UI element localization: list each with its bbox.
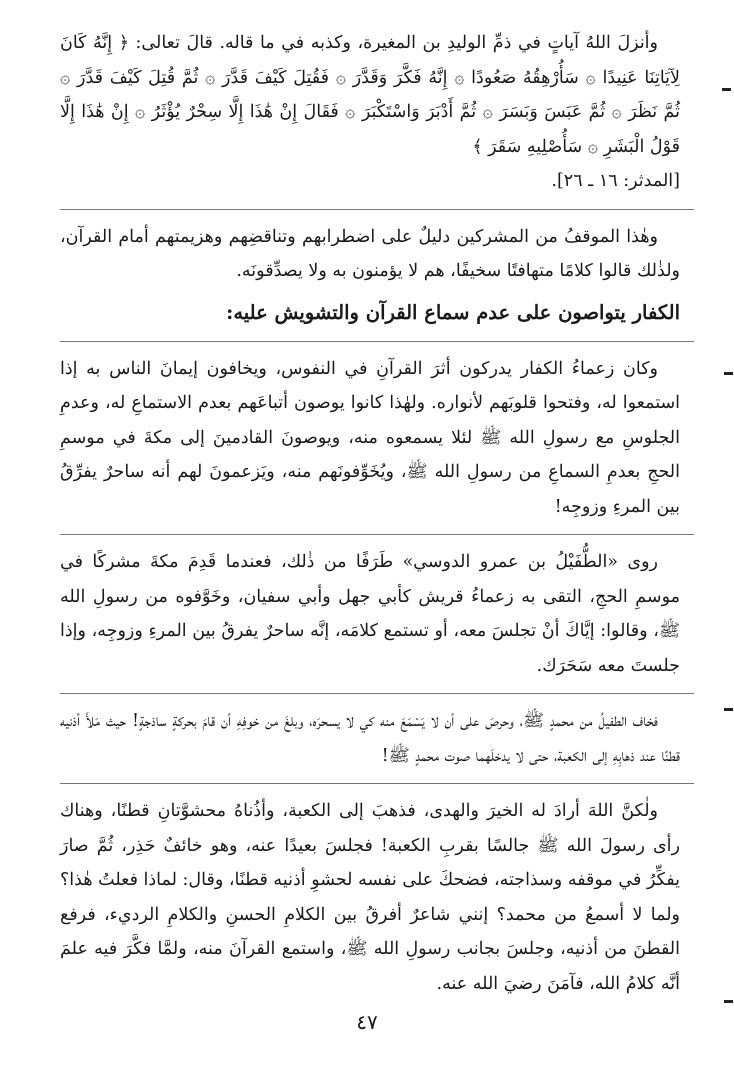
section-divider	[60, 209, 694, 210]
surah-citation: [المدثر: ١٦ ـ ٢٦].	[551, 171, 680, 191]
paragraph-tufayl-islam: ولٰكنَّ اللهَ أرادَ له الخيرَ والهدى، فذهبَ إلى الكعبة، وأذُناهُ محشوَّتانِ قطنًا، وهناك رأى رسولَ الله ﷺ جالسًا بقربِ الكعبة! فجلسَ بعيدًا عنه، وهو خائفٌ حَذِر، ثُمَّ صارَ يفكِّرُ في موقفه وسذاجته، فضحكَ على نفسه لحشوِ أذنيه قطنًا، وقال: لماذا فعلتُ هٰذا؟ ولما لا أسمعُ من محمد؟ إنني شاعرٌ أفرقُ بين الكلامِ الحسنِ والكلامِ الرديء، فرفع القطنَ من أذنيه، وجلسَ بجانب رسولِ الله ﷺ، واستمع القرآنَ منه، ولمَّا فكَّرَ فيه علمَ أنَّه كلامُ الله، فآمَنَ رضيَ الله عنه.	[60, 801, 680, 994]
section-divider	[60, 341, 694, 342]
page-body	[60, 26, 680, 1001]
margin-mark	[724, 708, 733, 711]
section-divider	[60, 534, 694, 535]
paragraph-mushrikin-stance: وهٰذا الموقفُ من المشركين دليلٌ على اضطرابهم وتناقضِهم وهزيمتهم أمام القرآن، ولذٰلك قالوا كلامًا متهافتًا سخيفًا، هم لا يؤمنون به ولا يصدِّقونَه.	[60, 226, 680, 281]
paragraph-tufayl-story: روى «الطُّفَيْلُ بن عمرو الدوسي» طَرَفًا من ذٰلك، فعندما قَدِمَ مكةَ مشركًا في موسمِ الحجِ، التقى به زعماءُ قريش كأبي جهل وأبي سفيان، وخَوَّفوه من رسولِ الله ﷺ، وقالوا: إيَّاكَ أنْ تجلسَ معه، أو تستمع كلامَه، إنَّه ساحرٌ يفرقُ بين المرءِ وزوجِه، وإذا جلستَ معه سَحَرَك.	[60, 552, 680, 676]
quran-paragraph: وأنزلَ اللهُ آياتٍ في ذمِّ الوليدِ بن المغيرة، وكذبه في ما قاله. قالَ تعالى: ﴿ إِنَّهُ كَانَ لِآيَاتِنَا عَنِيدًا ۞ سَأُرْهِقُهُ صَعُودًا ۞ إِنَّهُ فَكَّرَ وَقَدَّرَ ۞ فَقُتِلَ كَيْفَ قَدَّرَ ۞ ثُمَّ قُتِلَ كَيْفَ قَدَّرَ ۞ ثُمَّ نَظَرَ ۞ ثُمَّ عَبَسَ وَبَسَرَ ۞ ثُمَّ أَدْبَرَ وَاسْتَكْبَرَ ۞ فَقَالَ إِنْ هَٰذَا إِلَّا سِحْرٌ يُؤْثَرُ ۞ إِنْ هَٰذَا إِلَّا قَوْلُ الْبَشَرِ ۞ سَأُصْلِيهِ سَقَرَ ﴾	[60, 33, 680, 157]
margin-mark	[722, 88, 731, 91]
page-number: ٤٧	[356, 1010, 378, 1034]
margin-mark	[724, 372, 733, 375]
paragraph-tufayl-fear: فخاف الطفيلُ من محمدٍ ﷺ، وحرصَ على أن لا يَسْمَعَ منه كي لا يسحرَه، وبلغَ من خوفِهِ أن قامَ بحركةٍ ساذجةٍ! حيث مَلأَ أذنيه قطنًا عند ذهابِهِ إلى الكعبة، حتى لا يدخلَهما صوت محمدٍ ﷺ!	[60, 711, 680, 766]
margin-mark	[724, 1000, 733, 1003]
section-heading: الكفار يتواصون على عدم سماع القرآن والتشويش عليه:	[226, 300, 680, 324]
paragraph-kuffar-leaders: وكان زعماءُ الكفار يدركون أثرَ القرآنِ في النفوس، ويخافون إيمانَ الناس به إذا استمعوا له، وفتحوا قلوبَهم لأنواره. ولهٰذا كانوا يوصون أتباعَهم بعدم الاستماعِ له، وعدمِ الجلوسِ مع رسولِ الله ﷺ لئلا يسمعوه منه، ويوصونَ القادمينَ إلى مكةَ في موسمِ الحجِ بعدمِ السماعِ من رسولِ الله ﷺ، ويُخَوِّفونَهم منه، ويَزعمونَ لهم أنه ساحرٌ يفرِّقُ بين المرءِ وزوجِه!	[60, 358, 680, 517]
section-divider	[60, 693, 694, 694]
section-divider	[60, 783, 694, 784]
